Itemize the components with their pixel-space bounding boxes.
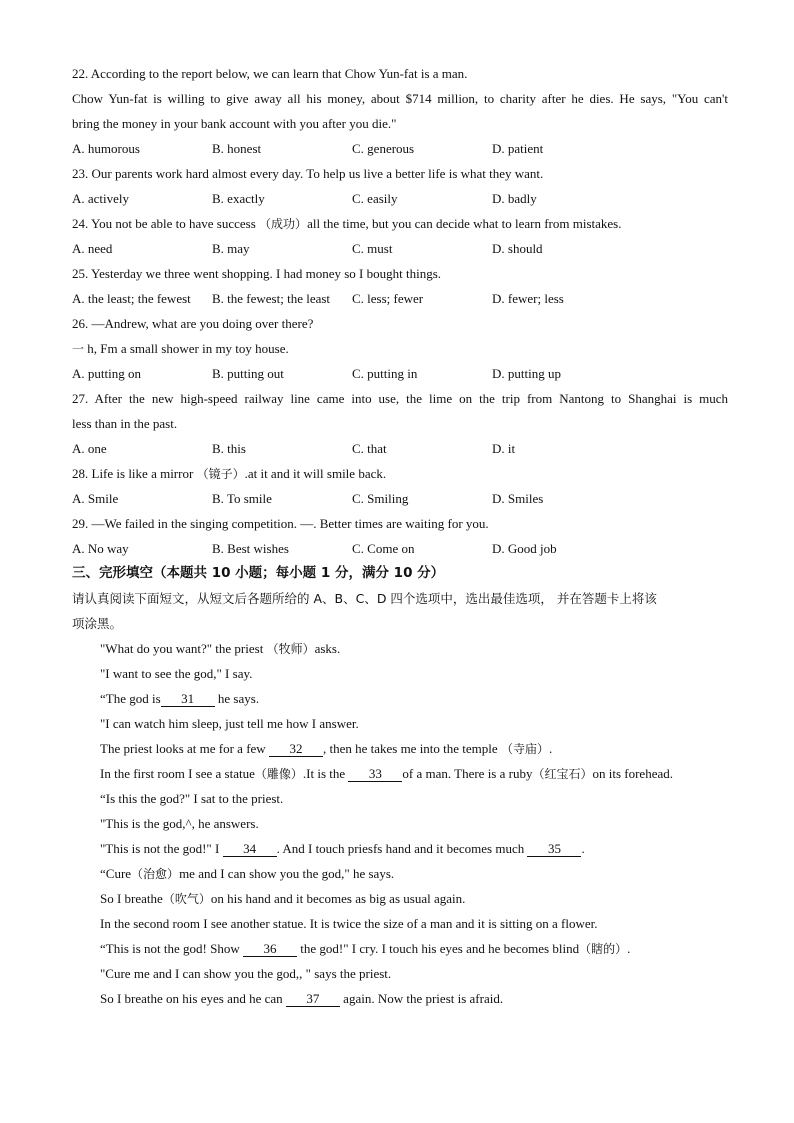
chinese-gloss: （吹气）: [162, 892, 211, 906]
blank-35: 35: [527, 840, 581, 857]
passage-line-7: “Is this the god?" I sat to the priest.: [100, 791, 284, 806]
option-d: D. putting up: [492, 366, 561, 381]
option-d: D. Good job: [492, 541, 557, 556]
passage-line-15: [100, 986, 728, 1011]
text: .: [627, 941, 631, 956]
option-d: D. badly: [492, 191, 537, 206]
text: "This is not the god!" I: [100, 841, 223, 856]
dash: 一: [72, 342, 85, 356]
question-number: 27.: [72, 391, 89, 406]
option-c: C. putting in: [352, 366, 418, 381]
option-b: B. this: [212, 441, 246, 456]
passage-line-8: "This is the god,^, he answers.: [100, 816, 259, 831]
question-stem-part: all the time, but you can decide what to learn from mistakes.: [307, 216, 622, 231]
text: on its forehead.: [592, 766, 673, 781]
text: So I breathe on his eyes and he can: [100, 991, 286, 1006]
question-23: [72, 161, 728, 186]
question-25: [72, 261, 728, 286]
blank-32: 32: [269, 740, 323, 757]
question-stem: Our parents work hard almost every day. To help us live a better life is what they want.: [91, 166, 544, 181]
question-26-reply: [72, 336, 728, 361]
question-number: 29.: [72, 516, 89, 531]
text: .It is the: [302, 766, 349, 781]
question-number: 28.: [72, 466, 89, 481]
text: me and I can show you the god," he says.: [179, 866, 395, 881]
passage-line-2: "I want to see the god," I say.: [100, 666, 253, 681]
question-stem: —Andrew, what are you doing over there?: [91, 316, 314, 331]
question-number: 24.: [72, 216, 89, 231]
question-29: [72, 511, 728, 536]
option-d: D. fewer; less: [492, 291, 564, 306]
question-23-options: [72, 186, 732, 211]
option-d: D. Smiles: [492, 491, 544, 506]
section-instructions-line-2: 项涂黑。: [72, 616, 123, 631]
question-stem-part: .at it and it will smile back.: [244, 466, 387, 481]
question-24: [72, 211, 728, 236]
question-number: 25.: [72, 266, 89, 281]
option-b: B. may: [212, 241, 250, 256]
section-heading: 三、完形填空（本题共 10 小题；每小题 1 分，满分 10 分）: [72, 565, 445, 581]
section-instructions-line-1: 请认真阅读下面短文，从短文后各题所给的 A、B、C、D 四个选项中，选出最佳选项， 并在答题卡上将该: [72, 591, 657, 606]
question-22-options: [72, 136, 732, 161]
option-a: A. Smile: [72, 491, 119, 506]
chinese-gloss: （治愈）: [131, 867, 180, 881]
question-24-options: [72, 236, 732, 261]
option-a: A. actively: [72, 191, 130, 206]
text: The priest looks at me for a few: [100, 741, 269, 756]
option-c: C. Smiling: [352, 491, 409, 506]
question-25-options: [72, 286, 732, 311]
text: the god!" I cry. I touch his eyes and he becomes blind: [297, 941, 580, 956]
blank-34: 34: [223, 840, 277, 857]
text: on his hand and it becomes as big as usual again.: [210, 891, 466, 906]
question-stem: According to the report below, we can learn that Chow Yun-fat is a man.: [90, 66, 468, 81]
passage-line-4: "I can watch him sleep, just tell me how I answer.: [100, 716, 359, 731]
option-b: B. exactly: [212, 191, 265, 206]
passage-line-6: [100, 761, 728, 786]
text: “Cure: [100, 866, 132, 881]
option-a: A. putting on: [72, 366, 141, 381]
question-stem: After the new high-speed railway line came into use, the lime on the trip from Nantong to Shanghai is much: [94, 391, 728, 406]
option-c: C. must: [352, 241, 393, 256]
question-27-continued: less than in the past.: [72, 416, 178, 431]
blank-37: 37: [286, 990, 340, 1007]
option-a: A. the least; the fewest: [72, 291, 191, 306]
passage-line-1: [100, 636, 728, 661]
question-stem-part: You not be able to have success: [91, 216, 260, 231]
option-d: D. it: [492, 441, 516, 456]
question-22: [72, 61, 728, 86]
blank-31: 31: [161, 690, 215, 707]
chinese-gloss: （成功）: [259, 217, 308, 231]
text: “This is not the god! Show: [100, 941, 243, 956]
chinese-gloss: （红宝石）: [532, 767, 593, 781]
question-number: 22.: [72, 66, 89, 81]
blank-36: 36: [243, 940, 297, 957]
question-number: 23.: [72, 166, 89, 181]
question-29-options: [72, 536, 732, 561]
question-22-passage-line-2: bring the money in your bank account with you after you die.": [72, 116, 397, 131]
text: So I breathe: [100, 891, 163, 906]
chinese-gloss: （牧师）: [266, 642, 315, 656]
option-b: B. putting out: [212, 366, 284, 381]
option-b: B. Best wishes: [212, 541, 289, 556]
option-a: A. humorous: [72, 141, 140, 156]
text: he says.: [214, 691, 260, 706]
option-b: B. the fewest; the least: [212, 291, 331, 306]
question-stem-part: Life is like a mirror: [91, 466, 197, 481]
question-stem: —We failed in the singing competition. —. Better times are waiting for you.: [91, 516, 489, 531]
chinese-gloss: （镜子）: [196, 467, 245, 481]
question-28: [72, 461, 728, 486]
option-b: B. To smile: [212, 491, 272, 506]
option-a: A. one: [72, 441, 107, 456]
text: "What do you want?" the priest: [100, 641, 267, 656]
passage-line-10: [100, 861, 728, 886]
text: In the first room I see a statue: [100, 766, 255, 781]
option-c: C. that: [352, 441, 387, 456]
question-22-passage-line-1: Chow Yun-fat is willing to give away all his money, about $714 million, to charity after he dies. He says, "You can't: [72, 91, 728, 106]
text: “The god is: [100, 691, 161, 706]
option-c: C. generous: [352, 141, 415, 156]
chinese-gloss: （寺庙）: [500, 742, 549, 756]
passage-line-14: "Cure me and I can show you the god,, " says the priest.: [100, 966, 392, 981]
question-27-options: [72, 436, 732, 461]
option-c: C. less; fewer: [352, 291, 424, 306]
passage-line-12: In the second room I see another statue. It is twice the size of a man and it is sitting on a flower.: [100, 916, 598, 931]
question-stem: Yesterday we three went shopping. I had money so I bought things.: [91, 266, 442, 281]
question-26: [72, 311, 728, 336]
option-d: D. patient: [492, 141, 544, 156]
question-26-options: [72, 361, 732, 386]
text: again. Now the priest is afraid.: [339, 991, 504, 1006]
option-b: B. honest: [212, 141, 262, 156]
text: .: [548, 741, 553, 756]
question-number: 26.: [72, 316, 89, 331]
option-c: C. Come on: [352, 541, 415, 556]
text: .: [581, 841, 585, 856]
option-c: C. easily: [352, 191, 398, 206]
passage-line-11: [100, 886, 728, 911]
chinese-gloss: （瞎的）: [579, 942, 628, 956]
passage-line-13: [100, 936, 728, 961]
chinese-gloss: （雕像）: [254, 767, 303, 781]
passage-line-5: [100, 736, 728, 761]
option-a: A. need: [72, 241, 113, 256]
text: asks.: [314, 641, 341, 656]
reply-text: h, Fm a small shower in my toy house.: [84, 341, 289, 356]
text: of a man. There is a ruby: [402, 766, 533, 781]
passage-line-9: [100, 836, 728, 861]
option-a: A. No way: [72, 541, 129, 556]
passage-line-3: [100, 686, 728, 711]
text: , then he takes me into the temple: [322, 741, 501, 756]
text: . And I touch priesfs hand and it becomes much: [276, 841, 528, 856]
blank-33: 33: [348, 765, 402, 782]
question-28-options: [72, 486, 732, 511]
question-27: [72, 386, 728, 411]
option-d: D. should: [492, 241, 543, 256]
